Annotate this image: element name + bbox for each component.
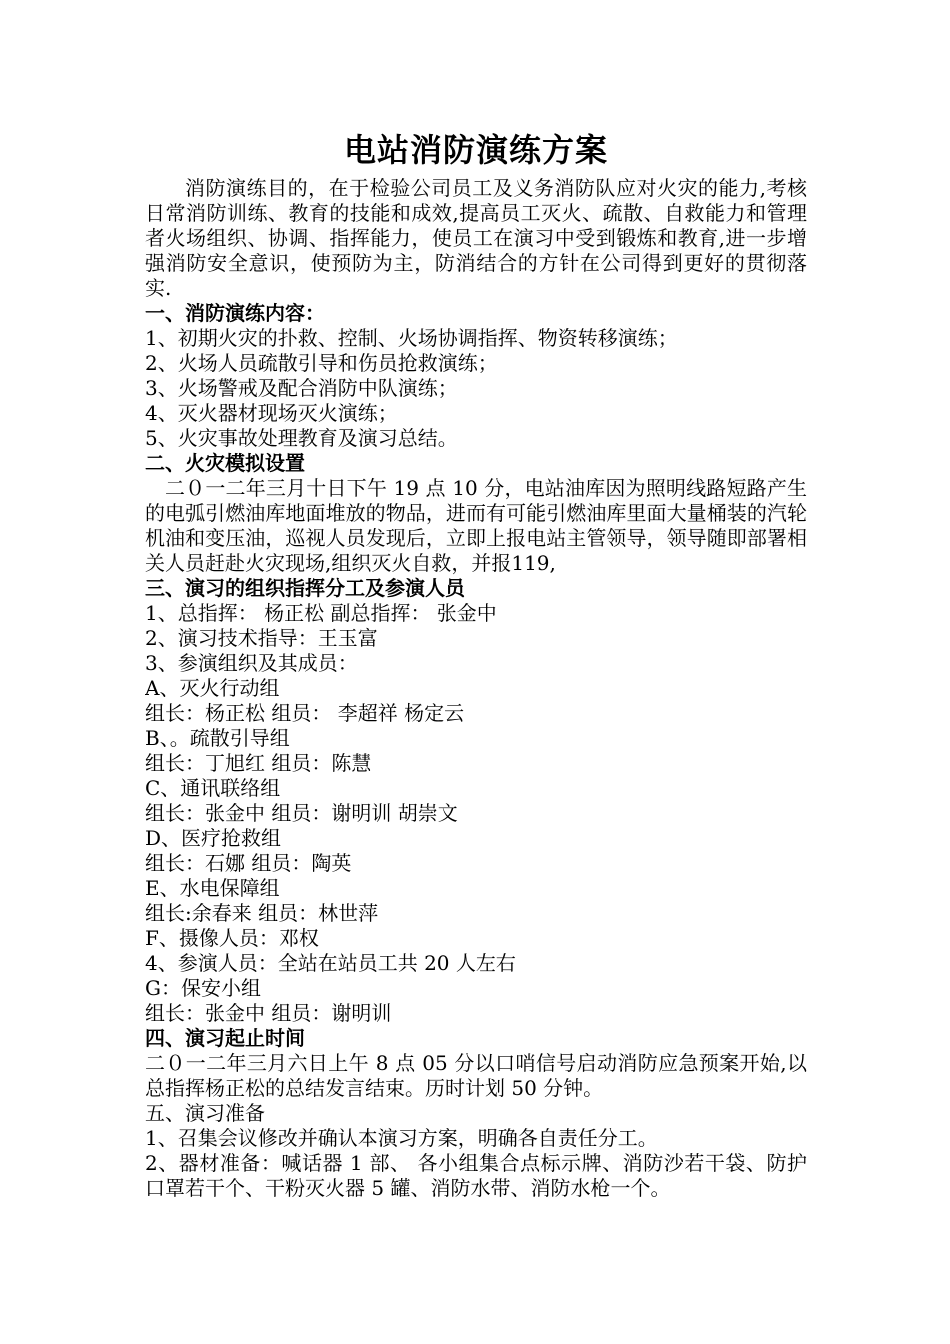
section-3-item: 组长：石娜 组员：陶英 — [145, 851, 352, 875]
section-5-item: 2、器材准备：喊话器 1 部、 各小组集合点标示牌、消防沙若干袋、防护口罩若干个、干粉灭火器 5 罐、消防水带、消防水枪一个。 — [145, 1151, 807, 1200]
section-4-heading: 四、演习起止时间 — [145, 1026, 305, 1050]
section-2-heading: 二、火灾模拟设置 — [145, 451, 305, 475]
section-3-item: A、灭火行动组 — [145, 676, 280, 700]
section-3-heading: 三、演习的组织指挥分工及参演人员 — [145, 576, 465, 600]
section-1-item: 3、火场警戒及配合消防中队演练； — [145, 376, 458, 400]
section-3-item: G：保安小组 — [145, 976, 261, 1000]
section-3-item: D、医疗抢救组 — [145, 826, 282, 850]
section-3-item: 组长：丁旭红 组员：陈慧 — [145, 751, 372, 775]
section-3-item: F、摄像人员：邓权 — [145, 926, 319, 950]
section-1-item: 1、初期火灾的扑救、控制、火场协调指挥、物资转移演练； — [145, 326, 678, 350]
section-3-item: C、通讯联络组 — [145, 776, 281, 800]
document-title: 电站消防演练方案 — [343, 131, 608, 169]
section-1-item: 5、火灾事故处理教育及演习总结。 — [145, 426, 458, 450]
section-5-item: 1、召集会议修改并确认本演习方案，明确各自责任分工。 — [145, 1126, 658, 1150]
section-3-item: 组长：张金中 组员：谢明训 — [145, 1001, 392, 1025]
section-1-heading: 一、消防演练内容： — [145, 301, 325, 325]
section-4-paragraph: 二０一二年三月六日上午 8 点 05 分以口哨信号启动消防应急预案开始,以总指挥杨正松的总结发言结束。历时计划 50 分钟。 — [145, 1051, 807, 1100]
section-3-item: 4、参演人员：全站在站员工共 20 人左右 — [145, 951, 516, 975]
section-3-item: 组长:余春来 组员：林世萍 — [145, 901, 379, 925]
section-3-item: 2、演习技术指导：王玉富 — [145, 626, 378, 650]
section-3-item: 3、参演组织及其成员： — [145, 651, 358, 675]
section-1-item: 2、火场人员疏散引导和伤员抢救演练； — [145, 351, 498, 375]
section-3-item: 组长：杨正松 组员： 李超祥 杨定云 — [145, 701, 465, 725]
section-2-paragraph: 二０一二年三月十日下午 19 点 10 分，电站油库因为照明线路短路产生的电弧引燃油库地面堆放的物品，进而有可能引燃油库里面大量桶装的汽轮机油和变压油，巡视人员发现后，立即上报电站主管领导，领导随即部署相关人员赶赴火灾现场,组织灭火自救，并报119, — [145, 476, 807, 575]
section-3-item: B、。疏散引导组 — [145, 726, 290, 750]
section-5-heading: 五、演习准备 — [145, 1101, 265, 1125]
intro-paragraph: 消防演练目的，在于检验公司员工及义务消防队应对火灾的能力,考核日常消防训练、教育的技能和成效,提高员工灭火、疏散、自救能力和管理者火场组织、协调、指挥能力，使员工在演习中受到锻炼和教育,进一步增强消防安全意识，使预防为主，防消结合的方针在公司得到更好的贯彻落实. — [145, 176, 807, 300]
section-3-item: 组长：张金中 组员：谢明训 胡崇文 — [145, 801, 458, 825]
section-3-item: 1、总指挥： 杨正松 副总指挥： 张金中 — [145, 601, 497, 625]
document-page — [145, 128, 807, 1201]
section-3-item: E、水电保障组 — [145, 876, 280, 900]
section-1-item: 4、灭火器材现场灭火演练； — [145, 401, 398, 425]
